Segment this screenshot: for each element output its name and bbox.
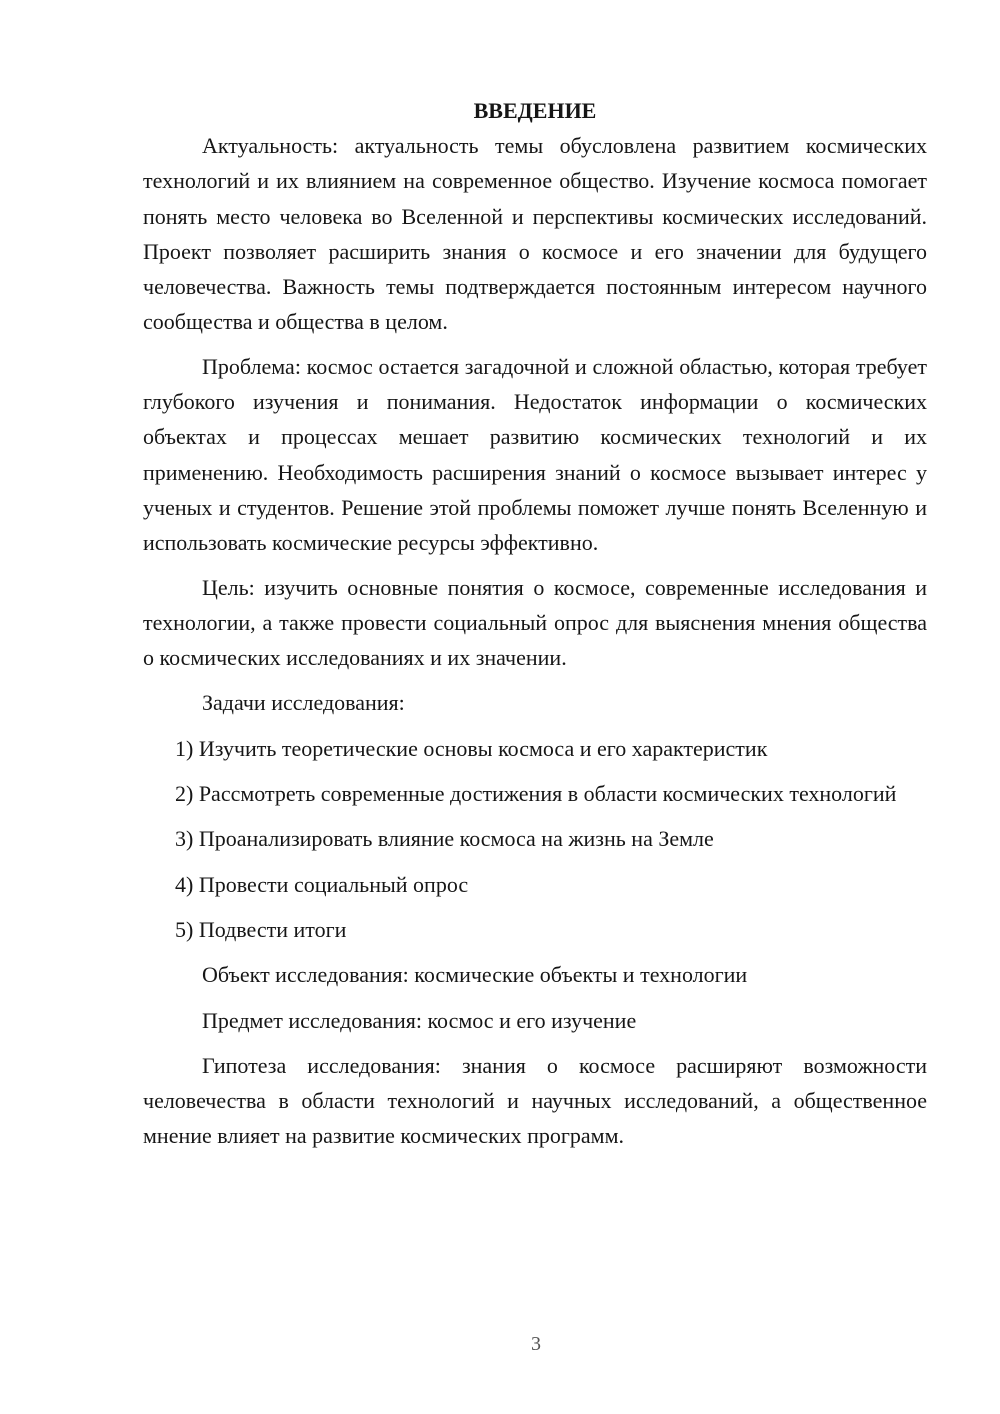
paragraph-spacer [143, 1038, 927, 1048]
paragraph-spacer [143, 721, 927, 731]
task-item-5: 5) Подвести итоги [175, 916, 347, 942]
paragraph-spacer [143, 811, 927, 821]
paragraph-spacer [143, 857, 927, 867]
paragraph-spacer [143, 675, 927, 685]
goal-paragraph: Цель: изучить основные понятия о космосе, современные исследования и технологии, а также провести социальный опрос для выяснения мнения общества о космических исследованиях и их значении. [143, 574, 927, 671]
page-number: 3 [531, 1333, 541, 1355]
paragraph-spacer [143, 947, 927, 957]
task-item-3: 3) Проанализировать влияние космоса на жизнь на Земле [175, 826, 714, 852]
hypothesis-paragraph: Гипотеза исследования: знания о космосе расширяют возможности человечества в области технологий и научных исследований, а общественное мнение влияет на развитие космических программ. [143, 1052, 927, 1149]
research-subject: Предмет исследования: космос и его изучение [202, 1007, 637, 1033]
relevance-paragraph: Актуальность: актуальность темы обусловлена развитием космических технологий и их влиянием на современное общество. Изучение космоса помогает понять место человека во Вселенной и перспективы космических исследований. Проект позволяет расширить знания о космосе и его значении для будущего человечества. Важность темы подтверждается постоянным интересом научного сообщества и общества в целом. [143, 133, 927, 335]
research-object: Объект исследования: космические объекты и технологии [202, 962, 748, 988]
tasks-heading: Задачи исследования: [202, 690, 405, 716]
document-page [143, 96, 927, 1154]
paragraph-spacer [143, 902, 927, 912]
paragraph-spacer [143, 993, 927, 1003]
task-item-1: 1) Изучить теоретические основы космоса и его характеристик [175, 735, 768, 761]
paragraph-spacer [143, 561, 927, 570]
paragraph-spacer [143, 340, 927, 349]
paragraph-spacer [143, 766, 927, 776]
problem-paragraph: Проблема: космос остается загадочной и сложной областью, которая требует глубокого изучения и понимания. Недостаток информации о космических объектах и процессах мешает развитию космических технологий и их применению. Необходимость расширения знаний о космосе вызывает интерес у ученых и студентов. Решение этой проблемы поможет лучше понять Вселенную и использовать космические ресурсы эффективно. [143, 353, 927, 556]
task-item-2: 2) Рассмотреть современные достижения в области космических технологий [175, 781, 897, 807]
page-title: ВВЕДЕНИЕ [473, 98, 597, 123]
task-item-4: 4) Провести социальный опрос [175, 871, 469, 897]
